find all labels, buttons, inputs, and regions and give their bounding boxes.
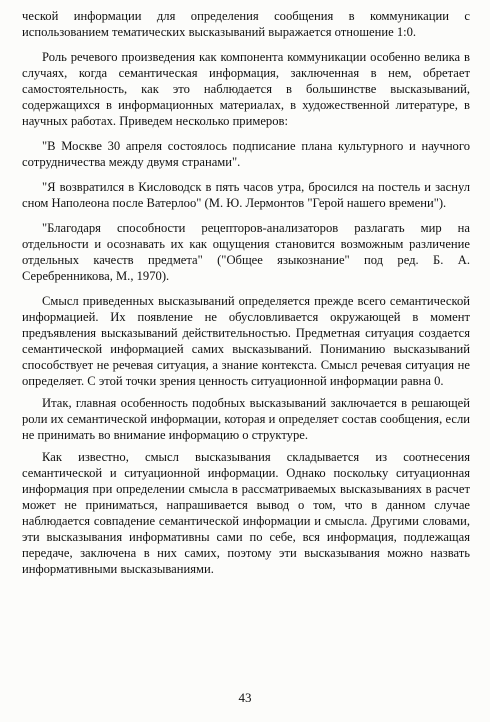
paragraph-continuation: ческой информации для определения сообщения в коммуникации с использованием тематических высказываний выражается отношение 1:0. <box>22 9 470 39</box>
paragraph-meaning: Смысл приведенных высказываний определяется прежде всего семантической информацией. Их появление не обусловливается окружающей в момент предъявления высказываний действительностью. Предметная ситуация создается семантической информацией самих высказываний. Пониманию высказываний способствует не речевая ситуация, а знание контекста. Смысл речевая ситуация не определяет. С этой точки зрения ценность ситуационной информации равна 0. <box>22 294 470 388</box>
paragraph-speech-role: Роль речевого произведения как компонента коммуникации особенно велика в случаях, когда семантическая информация, заключенная в нем, обретает самостоятельность, как это наблюдается в большинстве высказываний, содержащихся в информационных материалах, в художественной литературе, в научных работах. Приведем несколько примеров: <box>22 50 470 128</box>
example-quote-linguistics: "Благодаря способности рецепторов-анализаторов разлагать мир на отдельности и осознавать их как ощущения становится возможным различение отдельных качеств предмета" ("Общее языкознание" под ред. Б. А. Серебренникова, М., 1970). <box>22 221 470 283</box>
page-text <box>22 8 470 577</box>
paragraph-informative: Как известно, смысл высказывания складывается из соотнесения семантической и ситуационной информации. Однако поскольку ситуационная информация при определении смысла в рассматриваемых высказываниях в расчет может не приниматься, напрашивается вывод о том, что в данном случае наблюдается совпадение семантической информации и смысла. Другими словами, эти высказывания информативны сами по себе, вся информация, подлежащая передаче, заключена в них самих, поэтому эти высказывания можно назвать информативными высказываниями. <box>22 450 470 576</box>
paragraph-conclusion: Итак, главная особенность подобных высказываний заключается в решающей роли их семантической информации, которая и определяет состав сообщения, если не принимать во внимание информацию о структуре. <box>22 396 470 442</box>
page-number: 43 <box>238 690 252 705</box>
example-quote-moscow: "В Москве 30 апреля состоялось подписание плана культурного и научного сотрудничества между двумя странами". <box>22 139 470 169</box>
example-quote-lermontov: "Я возвратился в Кисловодск в пять часов утра, бросился на постель и заснул сном Наполеона после Ватерлоо" (М. Ю. Лермонтов "Герой нашего времени"). <box>22 180 470 210</box>
